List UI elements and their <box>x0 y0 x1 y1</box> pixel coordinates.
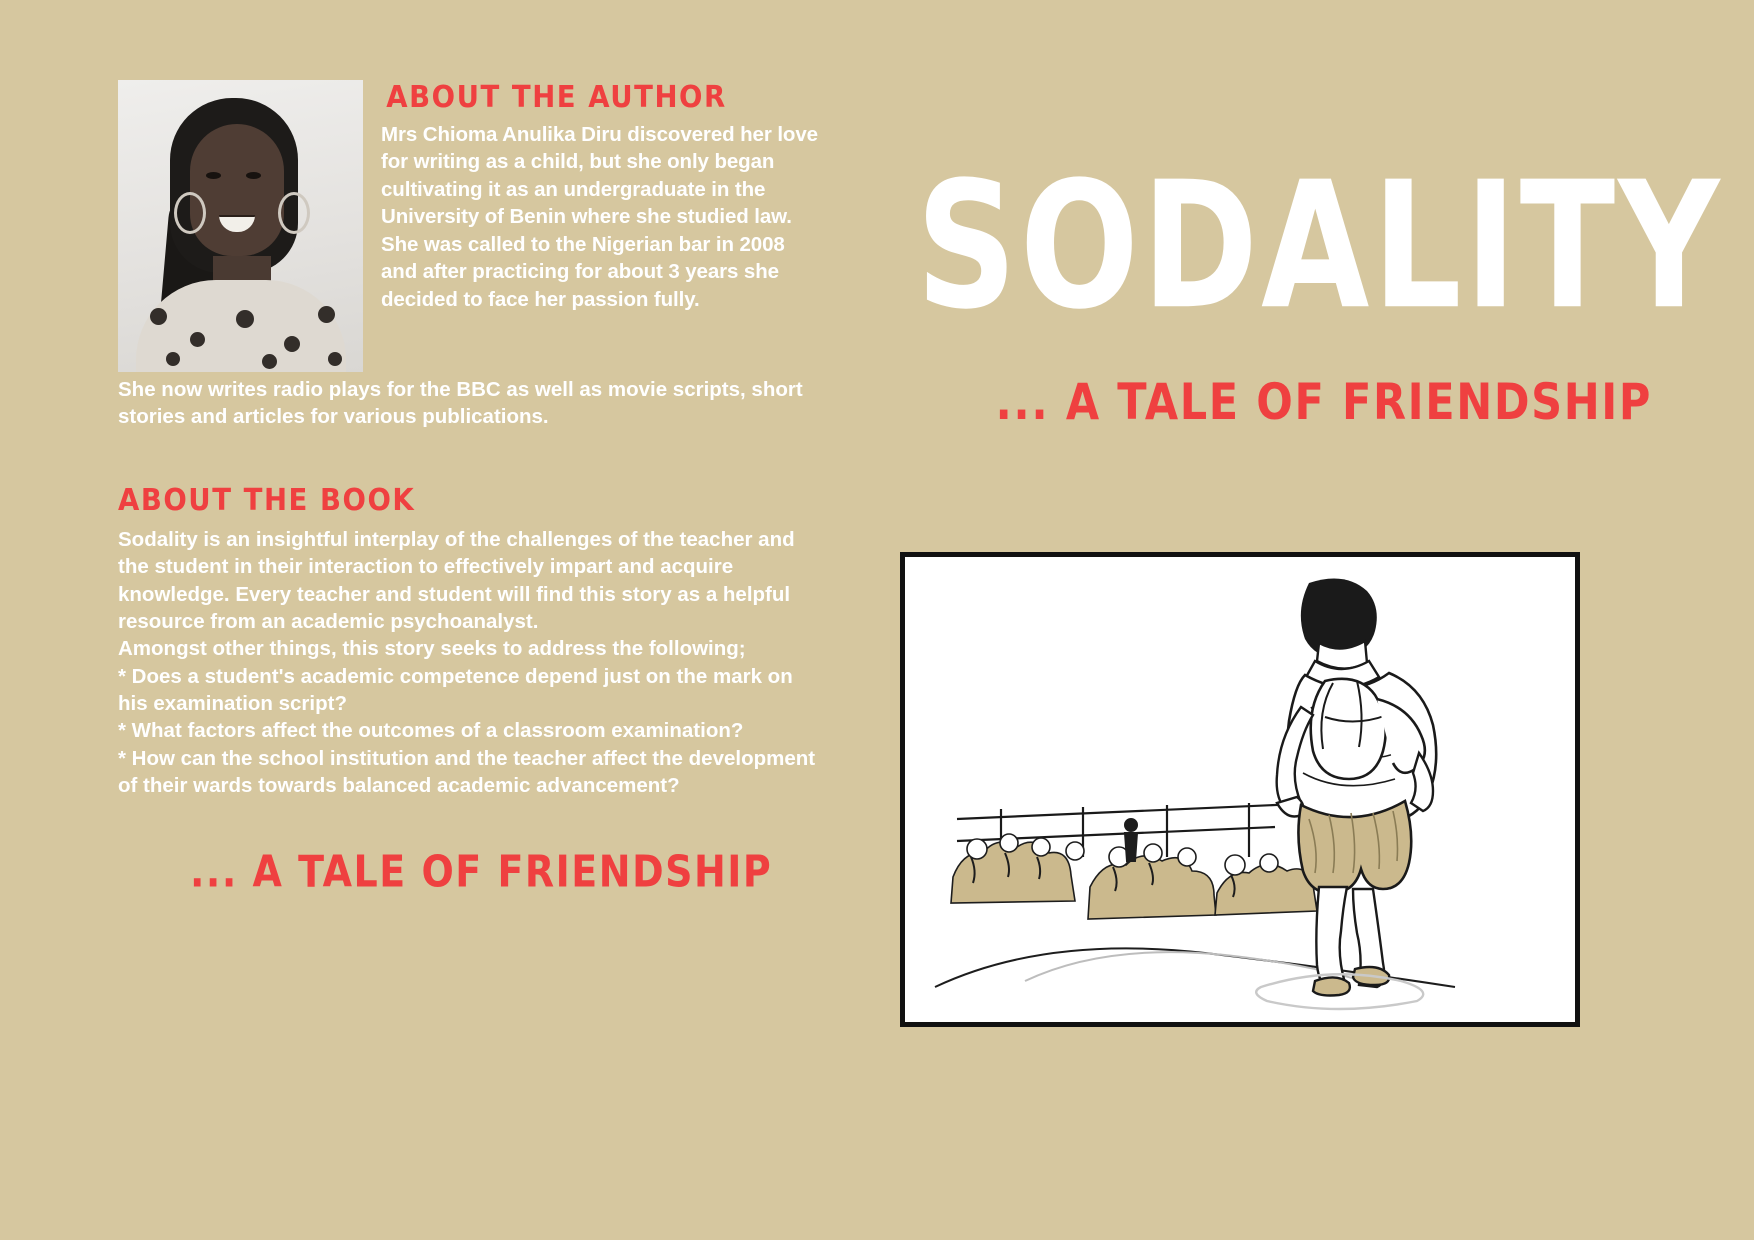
schoolboy-illustration-svg <box>905 557 1565 1012</box>
book-subtitle: ... A TALE OF FRIENDSHIP <box>995 374 1652 432</box>
about-the-author-section <box>118 80 818 431</box>
about-the-author-heading: ABOUT THE AUTHOR <box>386 80 727 115</box>
book-paragraph: * What factors affect the outcomes of a classroom examination? <box>118 719 744 743</box>
back-cover-tagline: ... A TALE OF FRIENDSHIP <box>190 845 773 897</box>
front-cover-panel <box>900 80 1723 432</box>
back-cover-panel <box>118 80 818 897</box>
author-bio-paragraph: Mrs Chioma Anulika Diru discovered her love for writing as a child, but she only began cultivating it as an undergraduate in the University of Benin where she studied law. She was called to the Nigerian bar in 2008 and after practicing for about 3 years she decided to face her passion fully. <box>381 123 818 311</box>
author-bio-continued: She now writes radio plays for the BBC as well as movie scripts, short stories and articles for various publications. <box>118 378 803 429</box>
about-the-book-heading: ABOUT THE BOOK <box>118 482 416 518</box>
book-paragraph: Sodality is an insightful interplay of the challenges of the teacher and the student in their interaction to effectively impart and acquire knowledge. Every teacher and student will find this story as a helpful resource from an academic psychoanalyst. <box>118 527 795 634</box>
book-paragraph: Amongst other things, this story seeks to address the following; <box>118 637 746 661</box>
book-paragraph: * How can the school institution and the teacher affect the development of their wards towards balanced academic advancement? <box>118 746 816 798</box>
book-paragraph: * Does a student's academic competence depend just on the mark on his examination script? <box>118 664 793 716</box>
book-title: SODALITY <box>916 145 1723 349</box>
cover-illustration <box>900 552 1580 1027</box>
author-portrait-photo <box>118 80 363 372</box>
about-the-book-text <box>118 526 818 800</box>
